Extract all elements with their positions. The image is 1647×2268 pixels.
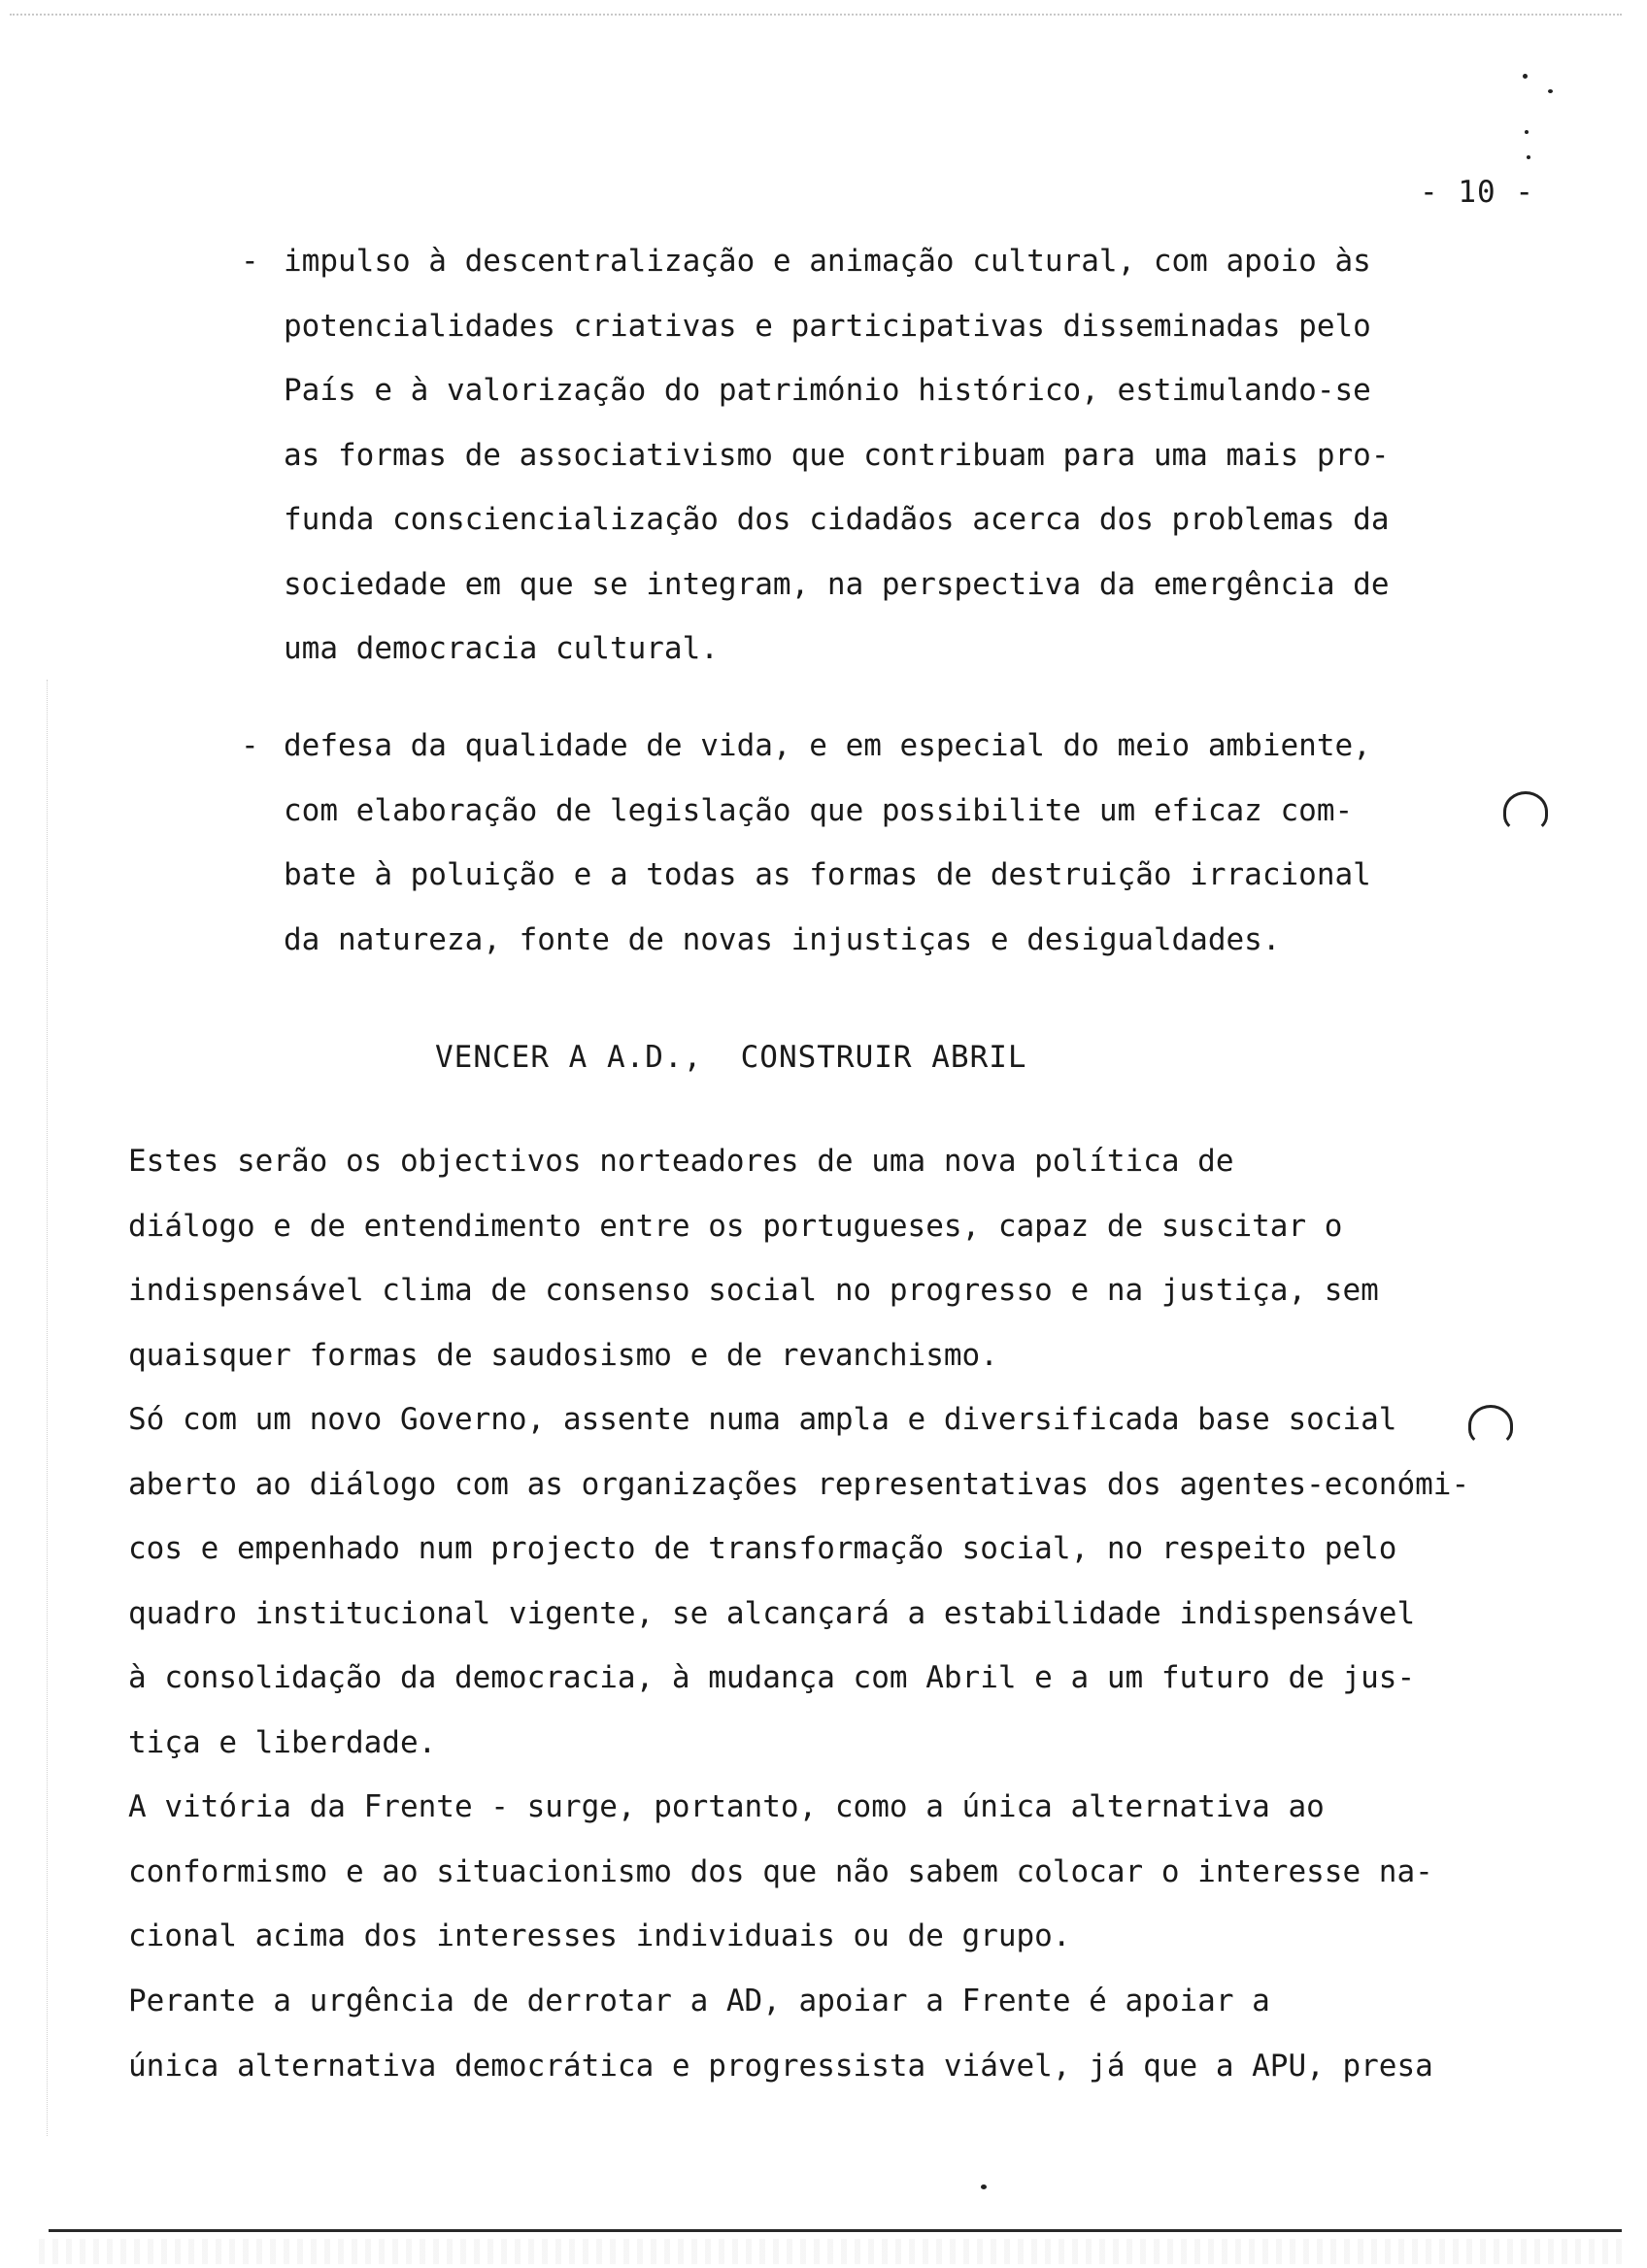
scan-noise-top	[10, 14, 1622, 17]
bullet-text: impulso à descentralização e animação cultural, com apoio às potencialidades criativas e participativas disseminadas pelo País e à valorização do património histórico, estimulando-se as formas de associativismo que contribuam para uma mais pro- funda consciencialização dos cidadãos acerca dos problemas da sociedade em que se integram, na perspectiva da emergência de uma democracia cultural.	[284, 244, 1390, 666]
scan-speck	[1527, 155, 1530, 159]
bullet-item	[241, 229, 1484, 682]
scan-edge-left	[47, 680, 49, 2136]
punch-hole-mark	[1468, 1405, 1513, 1446]
bullet-dash: -	[241, 728, 259, 763]
scan-speck	[1548, 89, 1553, 93]
scan-speck	[1525, 130, 1529, 134]
punch-hole-mark	[1503, 791, 1548, 832]
body-paragraph: Estes serão os objectivos norteadores de uma nova política de diálogo e de entendimento entre os portugueses, capaz de suscitar o indispensável clima de consenso social no progresso e na justiça, sem quaisquer formas de saudosismo e de revanchismo. Só com um novo Governo, assente numa ampla e diversificada base social aberto ao diálogo com as organizações representativas dos agentes-económi- cos e empenhado num projecto de transformação social, no respeito pelo quadro institucional vigente, se alcançará a estabilidade indispensável à consolidação da democracia, à mudança com Abril e a um futuro de jus- tiça e liberdade.	[128, 1144, 1470, 1760]
scan-noise-bottom	[39, 2239, 1622, 2264]
section-heading: VENCER A A.D., CONSTRUIR ABRIL	[435, 1040, 1027, 1075]
bullet-text: defesa da qualidade de vida, e em especial do meio ambiente, com elaboração de legislação que possibilite um eficaz com- bate à poluição e a todas as formas de destruição irracional da natureza, fonte de novas injustiças e desigualdades.	[284, 728, 1371, 957]
bullet-dash: -	[241, 244, 259, 279]
scan-speck	[981, 2185, 987, 2189]
page-number: - 10 -	[1420, 175, 1534, 210]
bottom-rule	[49, 2229, 1622, 2232]
body-paragraph: A vitória da Frente - surge, portanto, como a única alternativa ao conformismo e ao situacionismo dos que não sabem colocar o interesse na- cional acima dos interesses individuais ou de grupo.	[128, 1789, 1433, 1953]
scan-speck	[1523, 74, 1528, 79]
body-paragraph: Perante a urgência de derrotar a AD, apoiar a Frente é apoiar a única alternativa democrática e progressista viável, já que a APU, presa	[128, 1984, 1433, 2084]
bullet-item	[241, 714, 1484, 972]
